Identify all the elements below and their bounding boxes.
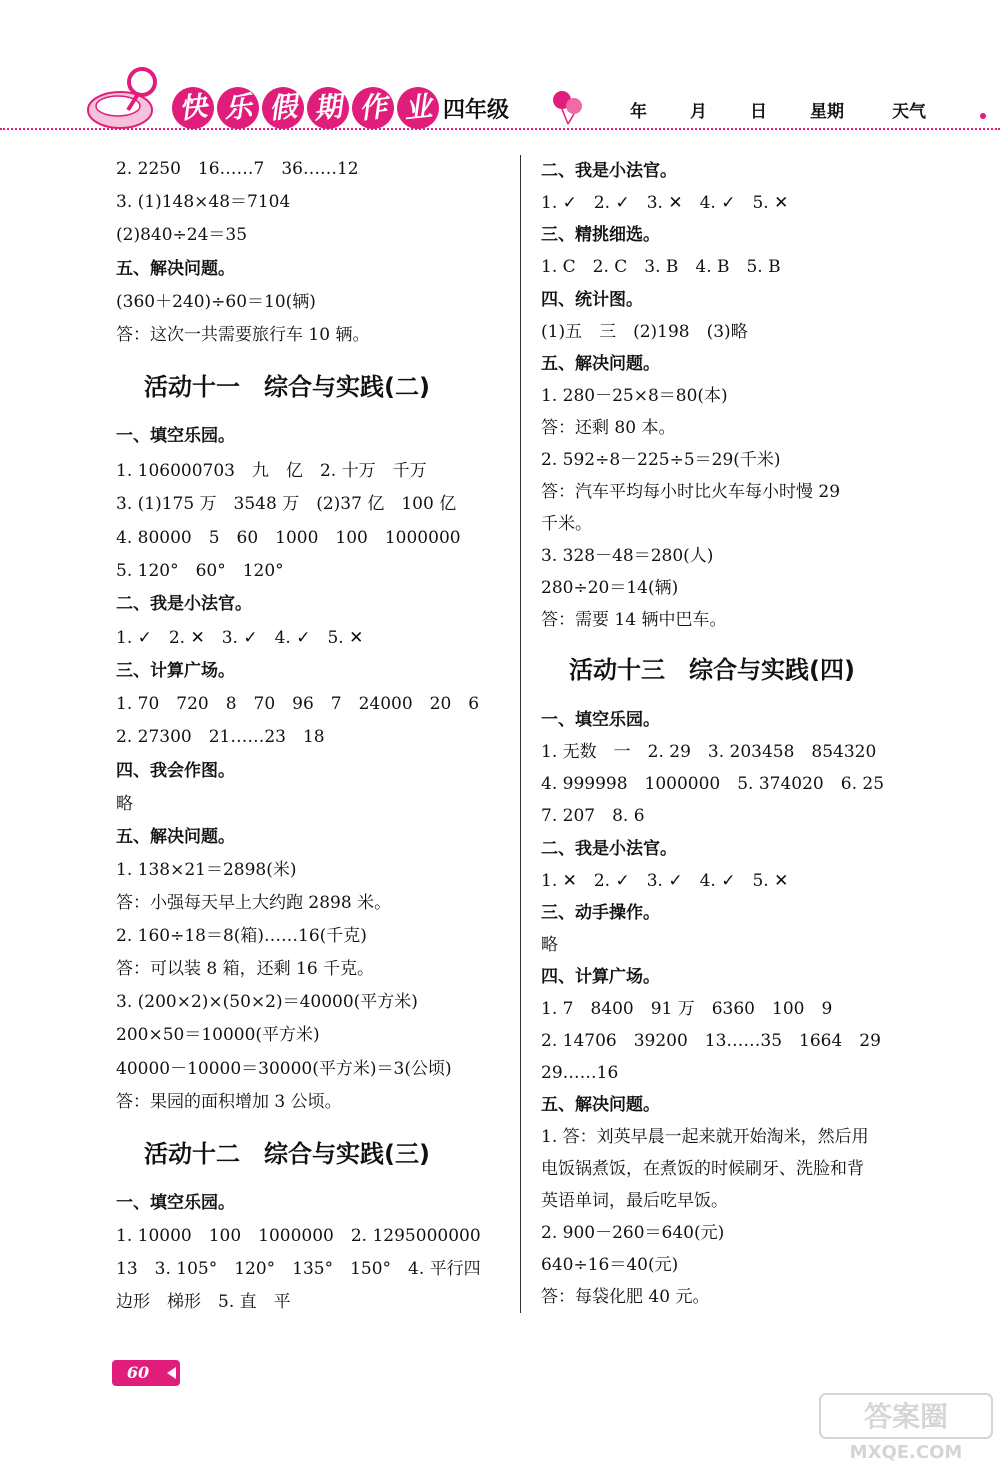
answer-line: 280÷20＝14(辆) (541, 578, 679, 598)
answer-line: 1. 70 720 8 70 96 7 24000 20 6 (116, 694, 480, 714)
answer-line: 电饭锅煮饭，在煮饭的时候刷牙、洗脸和背 (541, 1159, 864, 1179)
answer-line: 13 3. 105° 120° 135° 150° 4. 平行四 (116, 1259, 481, 1279)
answer-line: 640÷16＝40(元) (541, 1255, 679, 1275)
answer-line: 1. 7 8400 91 万 6360 100 9 (541, 999, 833, 1019)
answer-line: 答：还剩 80 本。 (541, 418, 676, 438)
page-number-tag (112, 1360, 180, 1386)
series-title-char: 乐 (215, 85, 261, 131)
answer-line: 3. (200×2)×(50×2)＝40000(平方米) (116, 992, 418, 1012)
section-heading: 四、我会作图。 (116, 761, 235, 781)
answer-line: 答：小强每天早上大约跑 2898 米。 (116, 893, 392, 913)
section-heading: 三、动手操作。 (541, 903, 660, 923)
answer-line: (2)840÷24＝35 (116, 225, 248, 245)
answer-line: 2. 592÷8－225÷5＝29(千米) (541, 450, 781, 470)
answer-line: 1. ✓ 2. ✕ 3. ✓ 4. ✓ 5. ✕ (116, 628, 364, 648)
watermark-text: 答案圈 (863, 1400, 949, 1433)
answer-line: 1. ✓ 2. ✓ 3. ✕ 4. ✓ 5. ✕ (541, 193, 789, 213)
answer-line: 1. 280－25×8＝80(本) (541, 386, 728, 406)
answer-line: 4. 80000 5 60 1000 100 1000000 (116, 528, 461, 548)
answer-line: 1. 106000703 九 亿 2. 十万 千万 (116, 461, 427, 481)
answer-line: 答：每袋化肥 40 元。 (541, 1287, 710, 1307)
section-heading: 二、我是小法官。 (116, 594, 252, 614)
answer-line: 答：汽车平均每小时比火车每小时慢 29 (541, 482, 841, 502)
weekday-field: 星期 (810, 102, 844, 122)
activity-title: 活动十二 综合与实践(三) (144, 1140, 430, 1168)
answer-line: 答：需要 14 辆中巴车。 (541, 610, 727, 630)
series-title-char: 快 (170, 85, 216, 131)
balloons-icon (548, 86, 588, 126)
answer-line: 边形 梯形 5. 直 平 (116, 1292, 291, 1312)
answer-line: 5. 120° 60° 120° (116, 561, 284, 581)
page-header (0, 0, 1000, 140)
section-heading: 一、填空乐园。 (541, 710, 660, 730)
answer-line: 答：这次一共需要旅行车 10 辆。 (116, 325, 370, 345)
series-title-char: 作 (350, 85, 396, 131)
answer-line: 1. 答：刘英早晨一起来就开始淘米，然后用 (541, 1127, 869, 1147)
answer-line: 1. C 2. C 3. B 4. B 5. B (541, 257, 781, 277)
answer-line: 1. 无数 一 2. 29 3. 203458 854320 (541, 742, 877, 762)
answer-line: 略 (116, 794, 133, 814)
section-heading: 三、计算广场。 (116, 661, 235, 681)
answer-line: 2. 14706 39200 13……35 1664 29 (541, 1031, 881, 1051)
section-heading: 五、解决问题。 (116, 827, 235, 847)
answer-line: 2. 900－260＝640(元) (541, 1223, 725, 1243)
answer-line: 2. 160÷18＝8(箱)……16(千克) (116, 926, 367, 946)
series-title-char: 期 (305, 85, 351, 131)
answer-line: 1. 10000 100 1000000 2. 1295000000 (116, 1226, 481, 1246)
watermark-url: MXQE.COM (849, 1442, 963, 1463)
column-divider (520, 155, 521, 1313)
section-heading: 二、我是小法官。 (541, 161, 677, 181)
answer-line: 3. (1)148×48＝7104 (116, 192, 291, 212)
year-field: 年 (630, 102, 647, 122)
answer-line: 答：可以装 8 箱，还剩 16 千克。 (116, 959, 375, 979)
section-heading: 五、解决问题。 (116, 259, 235, 279)
page-arrow-icon (164, 1360, 180, 1386)
series-title (172, 86, 439, 130)
activity-title: 活动十一 综合与实践(二) (144, 373, 430, 401)
section-heading: 一、填空乐园。 (116, 426, 235, 446)
section-heading: 五、解决问题。 (541, 354, 660, 374)
section-heading: 一、填空乐园。 (116, 1193, 235, 1213)
answer-line: 略 (541, 935, 558, 955)
section-heading: 五、解决问题。 (541, 1095, 660, 1115)
answer-line: 1. 138×21＝2898(米) (116, 860, 297, 880)
answer-line: 2. 2250 16……7 36……12 (116, 159, 359, 179)
answer-line: 7. 207 8. 6 (541, 806, 645, 826)
answer-line: 2. 27300 21……23 18 (116, 727, 325, 747)
section-heading: 四、统计图。 (541, 290, 643, 310)
answer-line: 1. ✕ 2. ✓ 3. ✓ 4. ✓ 5. ✕ (541, 871, 789, 891)
grade-label: 四年级 (443, 98, 510, 123)
answer-line: 4. 999998 1000000 5. 374020 6. 25 (541, 774, 885, 794)
watermark-logo (818, 1392, 994, 1464)
header-divider (0, 128, 1000, 130)
answer-line: 英语单词，最后吃早饭。 (541, 1191, 728, 1211)
section-heading: 二、我是小法官。 (541, 839, 677, 859)
series-title-char: 业 (395, 85, 441, 131)
activity-title: 活动十三 综合与实践(四) (569, 656, 855, 684)
header-dot (980, 113, 986, 119)
answer-line: 3. (1)175 万 3548 万 (2)37 亿 100 亿 (116, 494, 457, 514)
month-field: 月 (690, 102, 707, 122)
answer-line: 29……16 (541, 1063, 619, 1083)
answer-line: 答：果园的面积增加 3 公顷。 (116, 1092, 342, 1112)
answer-line: 千米。 (541, 514, 592, 534)
cartoon-logo-icon (80, 62, 180, 134)
page-number: 60 (112, 1360, 164, 1386)
answer-line: (360＋240)÷60＝10(辆) (116, 292, 316, 312)
section-heading: 四、计算广场。 (541, 967, 660, 987)
answer-line: 3. 328－48＝280(人) (541, 546, 714, 566)
weather-field: 天气 (892, 102, 926, 122)
section-heading: 三、精挑细选。 (541, 225, 660, 245)
day-field: 日 (750, 102, 767, 122)
answer-line: 200×50＝10000(平方米) (116, 1025, 320, 1045)
answer-line: 40000－10000＝30000(平方米)＝3(公顷) (116, 1059, 452, 1079)
series-title-char: 假 (260, 85, 306, 131)
answer-line: (1)五 三 (2)198 (3)略 (541, 322, 748, 342)
